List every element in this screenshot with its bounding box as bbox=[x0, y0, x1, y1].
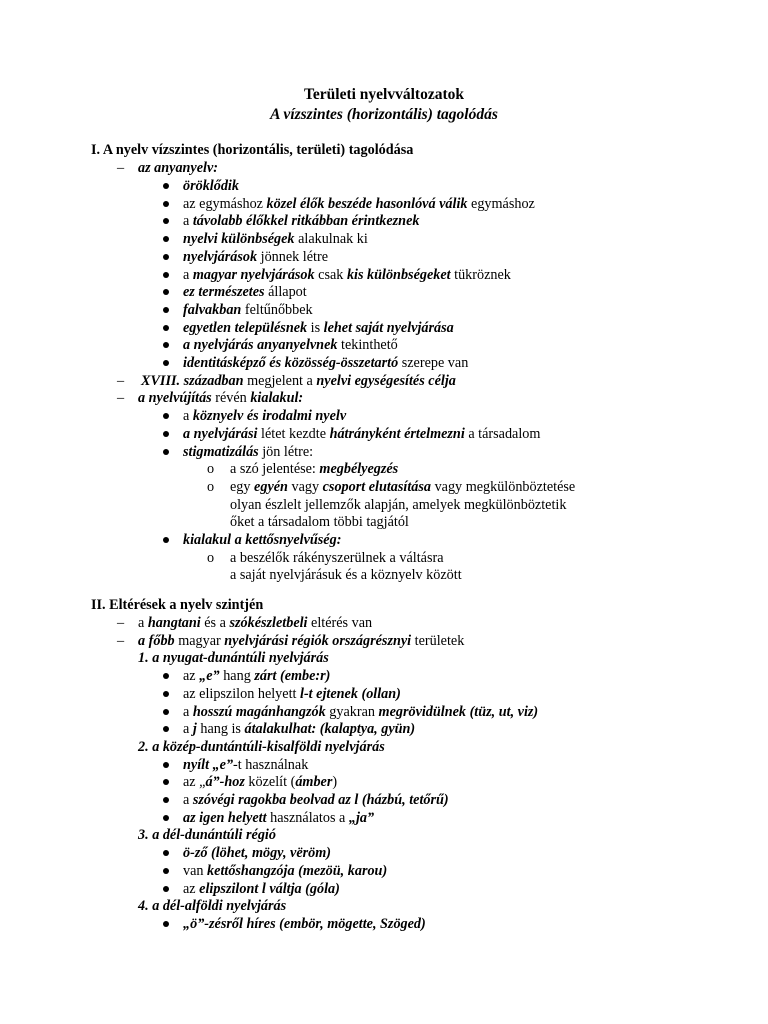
text-run: megrövidülnek (tüz, ut, viz) bbox=[378, 703, 539, 720]
text-run: hosszú magánhangzók bbox=[192, 703, 326, 720]
bullet-item bbox=[183, 809, 374, 827]
text-run: kis különbségeket bbox=[346, 266, 451, 283]
text-run: átalakulhat: (kalaptya, gyün) bbox=[244, 721, 416, 738]
text-run: a bbox=[183, 408, 193, 425]
text-run: van bbox=[183, 862, 208, 879]
text-run: szókészletbeli bbox=[229, 615, 308, 631]
bullet-item bbox=[183, 425, 540, 443]
bullet-marker bbox=[163, 360, 169, 366]
bullet-item bbox=[183, 720, 415, 738]
text-run: zárt (embe:r) bbox=[254, 668, 331, 685]
text-run: a bbox=[138, 615, 148, 631]
sub-item-continuation bbox=[230, 566, 462, 584]
text-run: nyílt „e” bbox=[183, 756, 234, 773]
text-run: kialakul: bbox=[250, 390, 304, 407]
text-run: a szó jelentése: bbox=[230, 461, 320, 478]
section-heading bbox=[91, 141, 413, 159]
bullet-marker bbox=[163, 726, 169, 732]
text-run: kettőshangzója (mezöü, karou) bbox=[207, 862, 388, 879]
bullet-item bbox=[183, 354, 468, 372]
text-run: révén bbox=[211, 390, 251, 407]
text-run: „e” bbox=[199, 668, 220, 685]
text-run: az bbox=[183, 880, 200, 897]
circle-marker: o bbox=[207, 549, 215, 566]
text-run: 2. a közép-duntántúli-kisalföldi nyelvjárás bbox=[138, 738, 385, 755]
text-run: nyelvjárási régiók országrésznyi bbox=[224, 632, 412, 649]
text-run: -t használnak bbox=[233, 756, 309, 773]
sub-item-continuation bbox=[230, 513, 409, 531]
text-run: magyar nyelvjárások bbox=[192, 266, 315, 283]
bullet-marker bbox=[163, 254, 169, 260]
bullet-marker bbox=[163, 709, 169, 715]
document-subtitle: A vízszintes (horizontális) tagolódás bbox=[270, 106, 498, 123]
text-run: II. Eltérések a nyelv szintjén bbox=[91, 597, 264, 613]
sub-item-continuation bbox=[230, 496, 566, 514]
text-run: ez természetes bbox=[183, 284, 265, 301]
dash-item bbox=[138, 159, 218, 177]
text-run: használatos a bbox=[266, 809, 349, 826]
text-run: tekinthető bbox=[337, 337, 398, 354]
bullet-item bbox=[183, 195, 535, 213]
region-heading bbox=[138, 649, 329, 667]
dash-item bbox=[138, 614, 372, 632]
text-run: a bbox=[183, 703, 193, 720]
text-run: a beszélők rákényszerülnek a váltásra bbox=[230, 549, 444, 566]
bullet-marker bbox=[163, 307, 169, 313]
text-run: „ö”-zésről híres (embör, mögette, Szöged) bbox=[183, 915, 426, 932]
bullet-marker bbox=[163, 797, 169, 803]
text-run: egyén bbox=[254, 478, 288, 495]
document-title: Területi nyelvváltozatok bbox=[303, 86, 464, 103]
text-run: az egymáshoz bbox=[183, 195, 267, 212]
text-run: tükröznek bbox=[450, 266, 511, 283]
text-run: „ja” bbox=[348, 809, 375, 826]
text-run: hang is bbox=[196, 721, 245, 738]
bullet-item bbox=[183, 212, 419, 230]
text-run: ámber bbox=[295, 774, 333, 791]
bullet-item bbox=[183, 230, 368, 248]
dash-marker: – bbox=[117, 632, 125, 649]
bullet-marker bbox=[163, 691, 169, 697]
text-run: hangtani bbox=[147, 615, 201, 631]
text-run: állapot bbox=[264, 284, 307, 301]
text-run: őket a társadalom többi tagjától bbox=[230, 514, 409, 531]
bullet-item bbox=[183, 880, 340, 898]
sub-item bbox=[230, 460, 398, 478]
bullet-marker bbox=[163, 272, 169, 278]
bullet-marker bbox=[163, 449, 169, 455]
text-run: 1. a nyugat-dunántúli nyelvjárás bbox=[138, 650, 329, 667]
bullet-marker bbox=[163, 762, 169, 768]
text-run: is bbox=[307, 319, 324, 336]
text-run: alakulnak ki bbox=[294, 231, 368, 248]
dash-item bbox=[138, 389, 303, 407]
bullet-marker bbox=[163, 779, 169, 785]
text-run: az bbox=[183, 668, 200, 685]
text-run: nyelvi különbségek bbox=[183, 231, 295, 248]
sub-item bbox=[230, 478, 575, 496]
region-heading bbox=[138, 738, 385, 756]
text-run: lehet saját nyelvjárása bbox=[323, 319, 454, 336]
text-run: a nyelvjárási bbox=[183, 425, 258, 442]
text-run: öröklődik bbox=[183, 178, 239, 194]
dash-marker: – bbox=[117, 160, 125, 176]
bullet-item bbox=[183, 685, 401, 703]
region-heading bbox=[138, 897, 286, 915]
text-run: nyelvi egységesítés célja bbox=[316, 372, 456, 389]
bullet-marker bbox=[163, 431, 169, 437]
text-run: a bbox=[183, 266, 193, 283]
text-run: csak bbox=[314, 266, 347, 283]
text-run: távolabb élőkkel ritkábban érintkeznek bbox=[192, 213, 420, 230]
region-heading bbox=[138, 826, 276, 844]
text-run: nyelvjárások bbox=[183, 248, 258, 265]
text-run: egy bbox=[230, 478, 255, 495]
bullet-marker bbox=[163, 868, 169, 874]
dash-marker: – bbox=[117, 615, 125, 631]
text-run: megbélyegzés bbox=[319, 461, 399, 478]
bullet-item bbox=[183, 862, 387, 880]
text-run: hátrányként értelmezni bbox=[329, 425, 465, 442]
bullet-item bbox=[183, 283, 307, 301]
bullet-item bbox=[183, 336, 398, 354]
text-run: a bbox=[183, 213, 193, 230]
bullet-marker bbox=[163, 850, 169, 856]
text-run: vagy bbox=[287, 478, 323, 495]
dash-item bbox=[138, 632, 464, 650]
text-run: j bbox=[192, 721, 197, 738]
text-run: és a bbox=[200, 615, 230, 631]
bullet-item bbox=[183, 531, 341, 549]
bullet-item bbox=[183, 266, 511, 284]
text-run: stigmatizálás bbox=[183, 443, 259, 460]
text-run: közel élők beszéde hasonlóvá válik bbox=[266, 195, 468, 212]
bullet-item bbox=[183, 177, 239, 195]
bullet-item bbox=[183, 248, 328, 266]
text-run: a bbox=[183, 721, 193, 738]
text-run: köznyelv és irodalmi nyelv bbox=[192, 408, 347, 425]
bullet-marker bbox=[163, 289, 169, 295]
text-run: az igen helyett bbox=[183, 809, 267, 826]
text-run: az elipszilon helyett bbox=[183, 685, 301, 702]
text-run: az „ bbox=[183, 774, 206, 791]
bullet-item bbox=[183, 915, 426, 933]
bullet-marker bbox=[163, 815, 169, 821]
text-run: a társadalom bbox=[464, 425, 541, 442]
text-run: l-t ejtenek (ollan) bbox=[300, 685, 401, 702]
text-run: a saját nyelvjárásuk és a köznyelv között bbox=[230, 567, 462, 584]
text-run: elipszilont l váltja (góla) bbox=[199, 880, 340, 897]
text-run: az anyanyelv: bbox=[138, 160, 218, 176]
bullet-marker bbox=[163, 342, 169, 348]
text-run: 3. a dél-dunántúli régió bbox=[138, 827, 276, 844]
bullet-marker bbox=[163, 218, 169, 224]
dash-item bbox=[141, 372, 456, 390]
text-run: identitásképző és közösség-összetartó bbox=[183, 355, 399, 371]
bullet-marker bbox=[163, 537, 169, 543]
text-run: csoport elutasítása bbox=[322, 478, 432, 495]
bullet-marker bbox=[163, 201, 169, 207]
text-run: létet kezdte bbox=[257, 425, 330, 442]
bullet-marker bbox=[163, 886, 169, 892]
text-run: megjelent a bbox=[243, 372, 317, 389]
text-run: jön létre: bbox=[258, 443, 314, 460]
circle-marker: o bbox=[207, 461, 215, 478]
dash-marker: – bbox=[117, 390, 125, 407]
text-run: feltűnőbbek bbox=[241, 301, 313, 318]
text-run: a bbox=[183, 792, 193, 808]
bullet-item bbox=[183, 756, 308, 774]
dash-marker: – bbox=[117, 372, 125, 389]
bullet-marker bbox=[163, 183, 169, 189]
bullet-marker bbox=[163, 325, 169, 331]
text-run: ) bbox=[332, 774, 338, 791]
text-run: gyakran bbox=[325, 703, 379, 720]
text-run: a főbb bbox=[138, 632, 175, 649]
text-run: jönnek létre bbox=[257, 248, 329, 265]
bullet-item bbox=[183, 773, 337, 791]
text-run: kialakul a kettősnyelvűség: bbox=[183, 532, 342, 548]
text-run: a nyelvújítás bbox=[138, 390, 212, 407]
bullet-marker bbox=[163, 413, 169, 419]
text-run: hang bbox=[219, 668, 255, 685]
bullet-item bbox=[183, 301, 313, 319]
text-run: egymáshoz bbox=[467, 195, 535, 212]
bullet-marker bbox=[163, 921, 169, 927]
text-run: vagy megkülönböztetése bbox=[431, 478, 576, 495]
text-run: á”-hoz bbox=[205, 774, 245, 791]
text-run: ö-ző (löhet, mögy, vëröm) bbox=[183, 845, 332, 862]
text-run: szóvégi ragokba beolvad az l (házbú, tetőrű) bbox=[192, 792, 449, 808]
bullet-item bbox=[183, 844, 331, 862]
text-run: szerepe van bbox=[398, 355, 469, 371]
circle-marker: o bbox=[207, 478, 215, 495]
bullet-marker bbox=[163, 673, 169, 679]
text-run: a nyelvjárás anyanyelvnek bbox=[183, 337, 338, 354]
text-run: egyetlen településnek bbox=[183, 319, 308, 336]
bullet-item bbox=[183, 703, 538, 721]
text-run: XVIII. században bbox=[141, 372, 244, 389]
text-run: falvakban bbox=[183, 301, 242, 318]
sub-item bbox=[230, 549, 444, 567]
bullet-item bbox=[183, 319, 454, 337]
bullet-item bbox=[183, 667, 330, 685]
bullet-item bbox=[183, 407, 346, 425]
bullet-marker bbox=[163, 236, 169, 242]
text-run: olyan észlelt jellemzők alapján, amelyek megkülönböztetik bbox=[230, 496, 567, 513]
text-run: területek bbox=[411, 632, 465, 649]
section-heading bbox=[91, 596, 263, 614]
bullet-item bbox=[183, 791, 449, 809]
text-run: 4. a dél-alföldi nyelvjárás bbox=[138, 898, 287, 915]
text-run: I. A nyelv vízszintes (horizontális, területi) tagolódása bbox=[91, 142, 414, 158]
text-run: magyar bbox=[174, 632, 225, 649]
bullet-item bbox=[183, 443, 313, 461]
text-run: közelít ( bbox=[244, 774, 296, 791]
text-run: eltérés van bbox=[307, 615, 373, 631]
